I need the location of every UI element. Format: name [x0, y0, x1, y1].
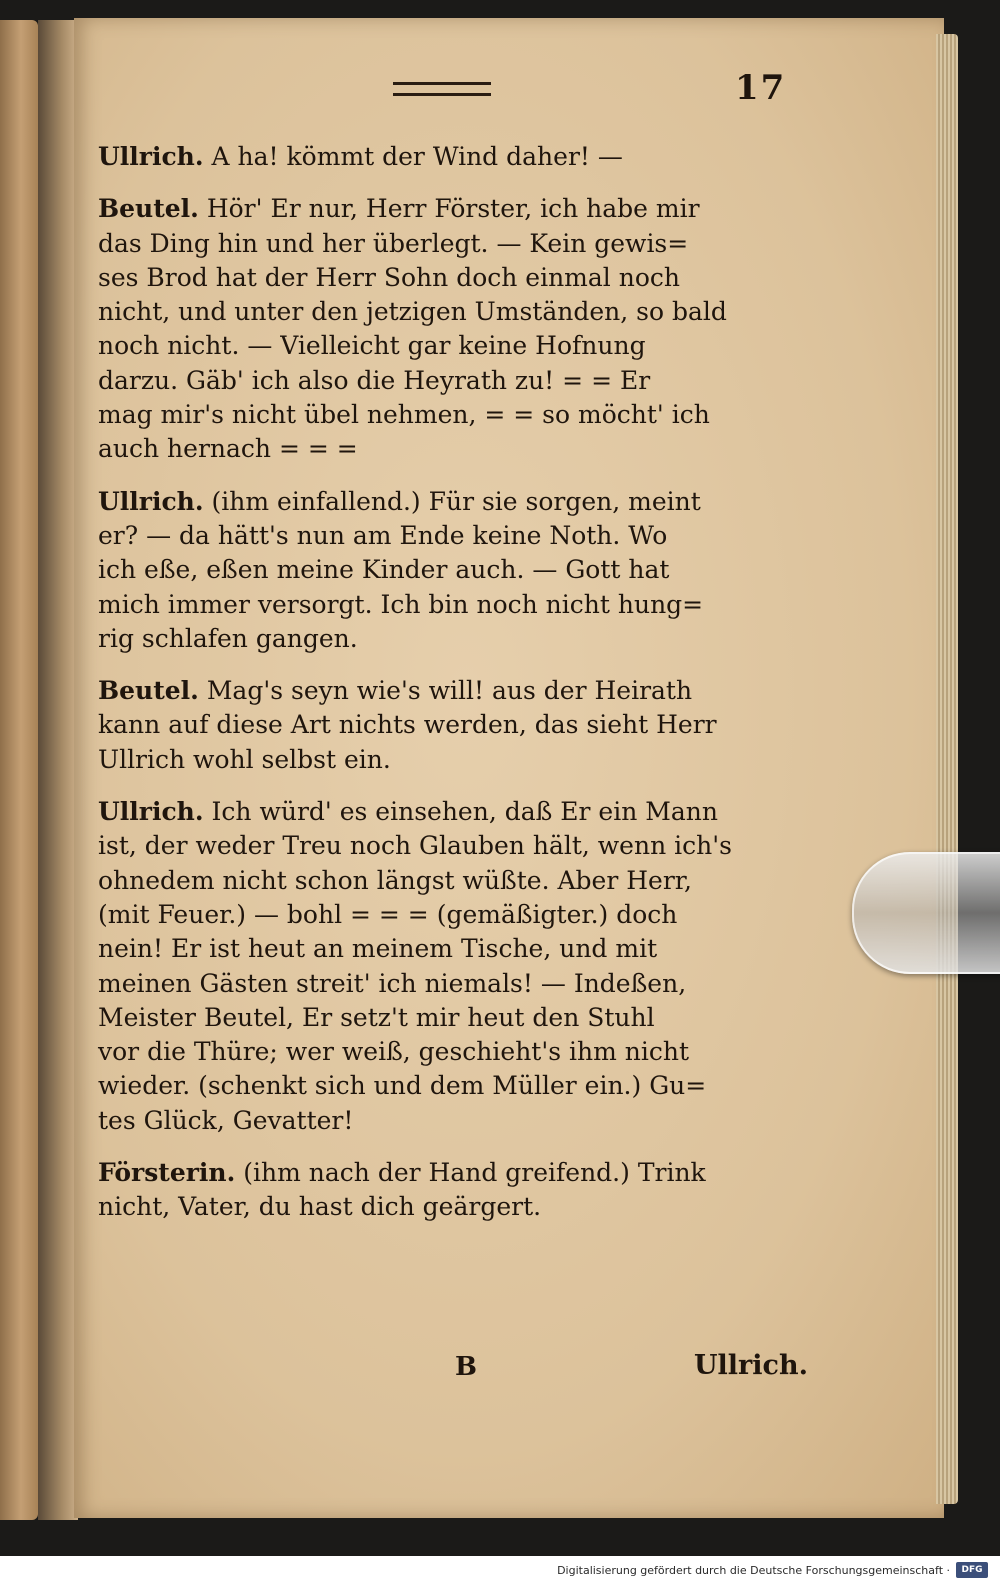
- text-line: [98, 1156, 788, 1190]
- line-text: ses Brod hat der Herr Sohn doch einmal noch: [98, 262, 680, 292]
- line-text: (mit Feuer.) — bohl = = = (gemäßigter.) doch: [98, 899, 678, 929]
- line-text: rig schlafen gangen.: [98, 623, 358, 653]
- text-line: [98, 743, 788, 777]
- text-line: [98, 261, 788, 295]
- line-text: mich immer versorgt. Ich bin noch nicht hung=: [98, 589, 704, 619]
- line-text: Ich würd' es einsehen, daß Er ein Mann: [211, 797, 718, 827]
- line-text: (ihm einfallend.) Für sie sorgen, meint: [211, 486, 701, 516]
- line-text: ist, der weder Treu noch Glauben hält, wenn ich's: [98, 831, 732, 861]
- text-line: [98, 1069, 788, 1103]
- line-text: wieder. (schenkt sich und dem Müller ein.) Gu=: [98, 1071, 707, 1101]
- line-text: Hör' Er nur, Herr Förster, ich habe mir: [206, 194, 700, 224]
- speaker-name: Ullrich.: [98, 797, 204, 827]
- dialogue-text: [98, 140, 788, 1243]
- catchword: Ullrich.: [694, 1350, 809, 1381]
- speech-block: [98, 674, 788, 777]
- page-number: 17: [735, 68, 787, 108]
- text-line: [98, 364, 788, 398]
- speech-block: [98, 485, 788, 656]
- page-clip: [852, 852, 1000, 974]
- speaker-name: Försterin.: [98, 1158, 236, 1188]
- speaker-name: Beutel.: [98, 194, 199, 224]
- text-line: [98, 622, 788, 656]
- line-text: ohnedem nicht schon längst wüßte. Aber Herr,: [98, 865, 692, 895]
- speech-block: [98, 192, 788, 466]
- line-text: Mag's seyn wie's will! aus der Heirath: [206, 676, 693, 706]
- line-text: nicht, Vater, du hast dich geärgert.: [98, 1192, 542, 1222]
- header-rule: [393, 82, 491, 96]
- text-line: [98, 864, 788, 898]
- book-gutter: [38, 20, 78, 1520]
- line-text: vor die Thüre; wer weiß, geschieht's ihm nicht: [98, 1037, 689, 1067]
- footer-credit: Digitalisierung gefördert durch die Deutsche Forschungsgemeinschaft ·: [557, 1564, 950, 1577]
- line-text: kann auf diese Art nichts werden, das sieht Herr: [98, 710, 717, 740]
- text-line: [98, 674, 788, 708]
- text-line: [98, 1035, 788, 1069]
- text-line: [98, 1104, 788, 1138]
- speaker-name: Beutel.: [98, 676, 199, 706]
- line-text: tes Glück, Gevatter!: [98, 1105, 354, 1135]
- text-line: [98, 588, 788, 622]
- text-line: [98, 829, 788, 863]
- line-text: darzu. Gäb' ich also die Heyrath zu! = = Er: [98, 365, 651, 395]
- text-line: [98, 485, 788, 519]
- signature-mark: B: [455, 1352, 477, 1382]
- line-text: auch hernach = = =: [98, 434, 358, 464]
- text-line: [98, 192, 788, 226]
- text-line: [98, 932, 788, 966]
- line-text: Meister Beutel, Er setz't mir heut den Stuhl: [98, 1002, 655, 1032]
- line-text: A ha! kömmt der Wind daher! —: [211, 142, 623, 171]
- text-line: [98, 898, 788, 932]
- line-text: Ullrich wohl selbst ein.: [98, 744, 391, 774]
- text-line: [98, 329, 788, 363]
- speech-block: [98, 1156, 788, 1225]
- speaker-name: Ullrich.: [98, 486, 204, 516]
- text-line: [98, 795, 788, 829]
- text-line: [98, 295, 788, 329]
- line-text: er? — da hätt's nun am Ende keine Noth. Wo: [98, 520, 668, 550]
- line-text: mag mir's nicht übel nehmen, = = so möcht' ich: [98, 400, 710, 430]
- left-page-edge: [0, 20, 38, 1520]
- line-text: das Ding hin und her überlegt. — Kein gewis=: [98, 228, 689, 258]
- page-block-edge: [936, 34, 958, 1504]
- text-line: [98, 553, 788, 587]
- speech-block: [98, 140, 788, 174]
- speaker-name: Ullrich.: [98, 142, 204, 171]
- text-line: [98, 432, 788, 466]
- text-line: [98, 227, 788, 261]
- line-text: noch nicht. — Vielleicht gar keine Hofnung: [98, 331, 646, 361]
- text-line: [98, 398, 788, 432]
- line-text: (ihm nach der Hand greifend.) Trink: [243, 1158, 706, 1188]
- text-line: [98, 967, 788, 1001]
- line-text: meinen Gästen streit' ich niemals! — Indeßen,: [98, 968, 687, 998]
- footer-bar: [0, 1556, 1000, 1589]
- text-line: [98, 708, 788, 742]
- text-line: [98, 1190, 788, 1224]
- dfg-logo-icon: DFG: [956, 1562, 988, 1578]
- text-line: [98, 1001, 788, 1035]
- text-line: [98, 140, 788, 174]
- speech-block: [98, 795, 788, 1138]
- line-text: ich eße, eßen meine Kinder auch. — Gott hat: [98, 555, 670, 585]
- line-text: nein! Er ist heut an meinem Tische, und mit: [98, 934, 658, 964]
- line-text: nicht, und unter den jetzigen Umständen, so bald: [98, 297, 727, 327]
- text-line: [98, 519, 788, 553]
